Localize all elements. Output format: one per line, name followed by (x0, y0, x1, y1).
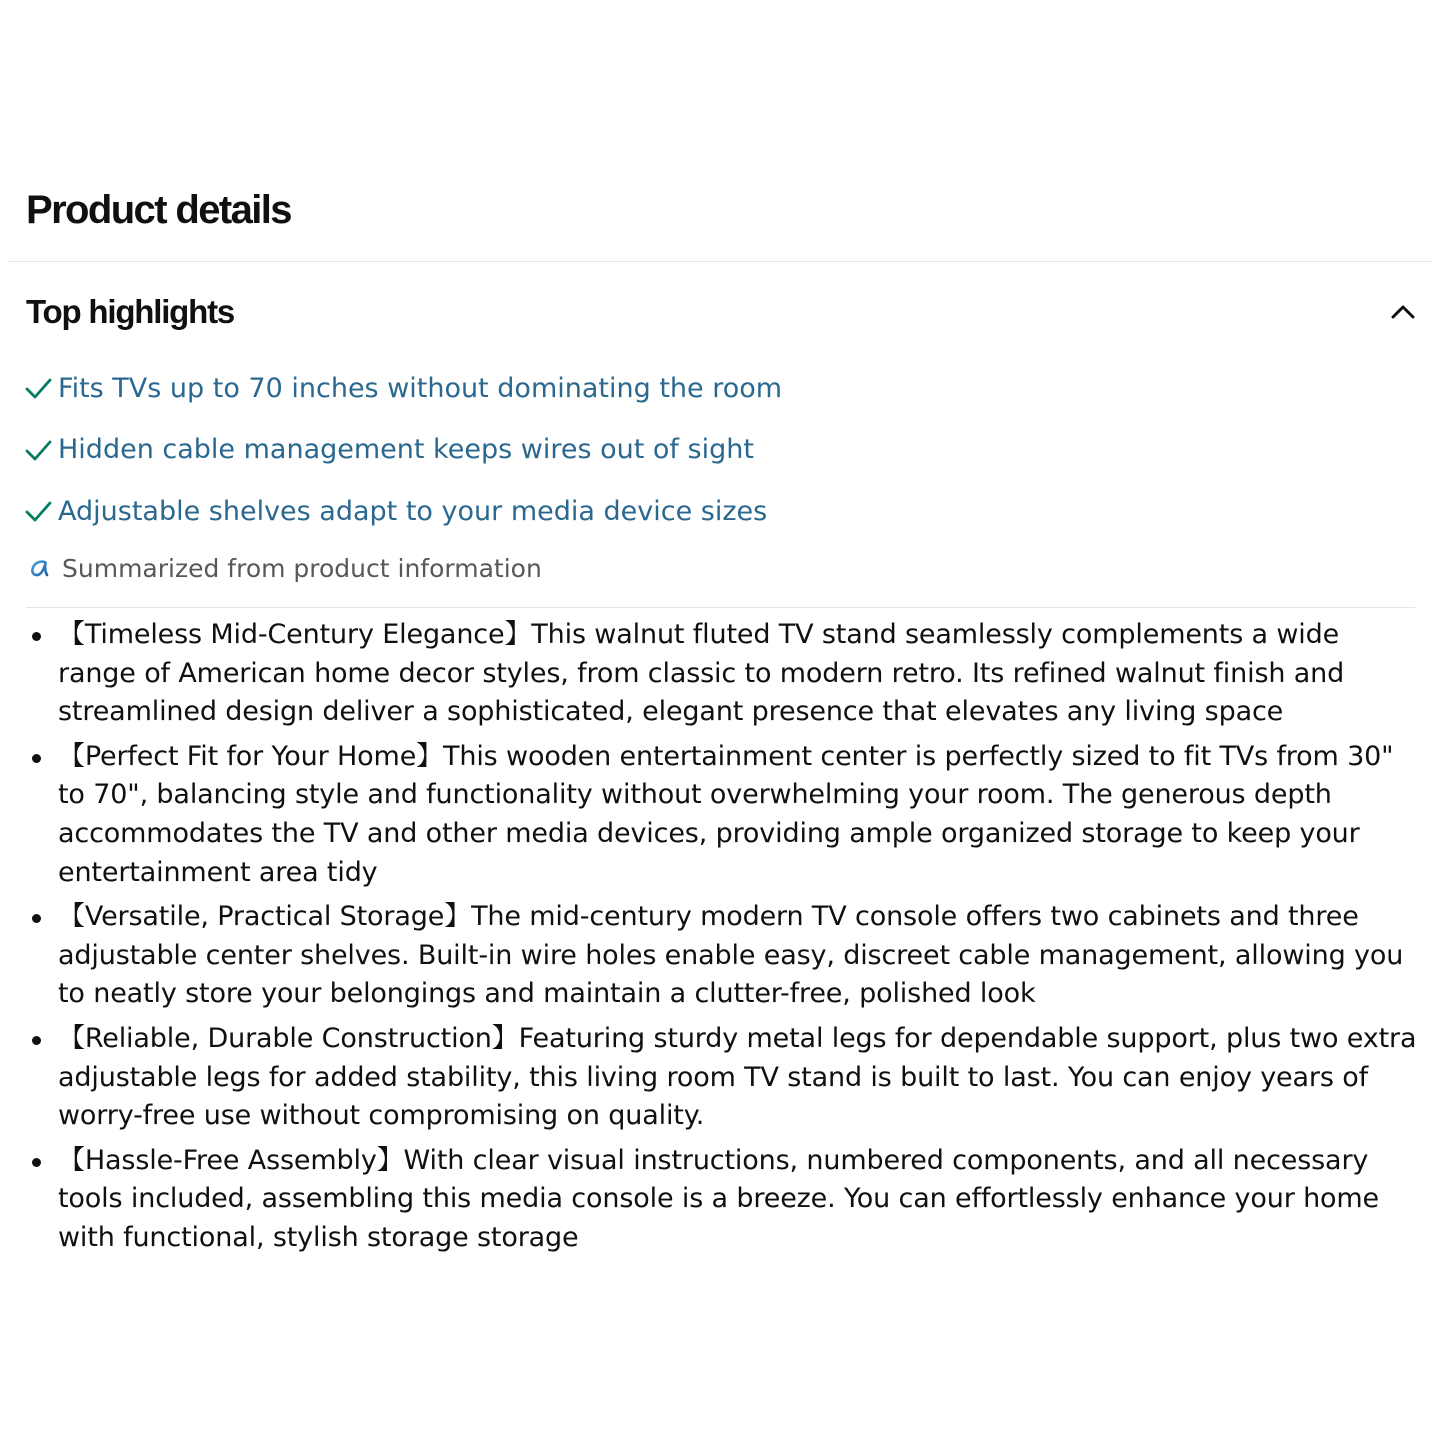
highlight-item (24, 424, 1224, 476)
highlight-item (24, 485, 1224, 537)
top-highlights-header[interactable] (26, 288, 1420, 336)
top-highlights-list (24, 362, 1224, 547)
about-bullet: 【Versatile, Practical Storage】The mid-century modern TV console offers two cabinets and three adjustable center shelves. Built-in wire holes enable easy, discreet cable management, allowing you to neatly store your belongings and maintain a clutter-free, polished look (26, 898, 1420, 1014)
ai-summary-text: Summarized from product information (62, 553, 542, 583)
about-item-bullets (26, 616, 1420, 1264)
highlight-text: Fits TVs up to 70 inches without dominating the room (58, 372, 783, 404)
top-highlights-title: Top highlights (26, 293, 235, 330)
highlight-item (24, 362, 1224, 414)
about-bullet: 【Perfect Fit for Your Home】This wooden entertainment center is perfectly sized to fit TVs from 30" to 70", balancing style and functionality without overwhelming your room. The generous depth accommodates the TV and other media devices, providing ample organized storage to keep your entertainment area tidy (26, 738, 1420, 892)
about-bullet: 【Hassle-Free Assembly】With clear visual instructions, numbered components, and all necessary tools included, assembling this media console is a breeze. You can effortlessly enhance your home with functional, stylish storage storage (26, 1142, 1420, 1258)
section-divider (26, 607, 1415, 608)
section-divider (8, 261, 1432, 262)
about-bullet: 【Timeless Mid-Century Elegance】This walnut fluted TV stand seamlessly complements a wide range of American home decor styles, from classic to modern retro. Its refined walnut finish and streamlined design deliver a sophisticated, elegant presence that elevates any living space (26, 616, 1420, 732)
chevron-up-icon[interactable] (1386, 295, 1420, 329)
check-icon (24, 497, 52, 525)
ai-summary-icon (28, 556, 52, 580)
highlight-text: Adjustable shelves adapt to your media device sizes (58, 495, 768, 527)
ai-summary-note (28, 548, 542, 588)
check-icon (24, 436, 52, 464)
highlight-text: Hidden cable management keeps wires out of sight (58, 434, 754, 465)
about-bullet: 【Reliable, Durable Construction】Featuring sturdy metal legs for dependable support, plus two extra adjustable legs for added stability, this living room TV stand is built to last. You can enjoy years of worry-free use without compromising on quality. (26, 1020, 1420, 1136)
check-icon (24, 374, 52, 402)
page-title: Product details (26, 188, 291, 232)
